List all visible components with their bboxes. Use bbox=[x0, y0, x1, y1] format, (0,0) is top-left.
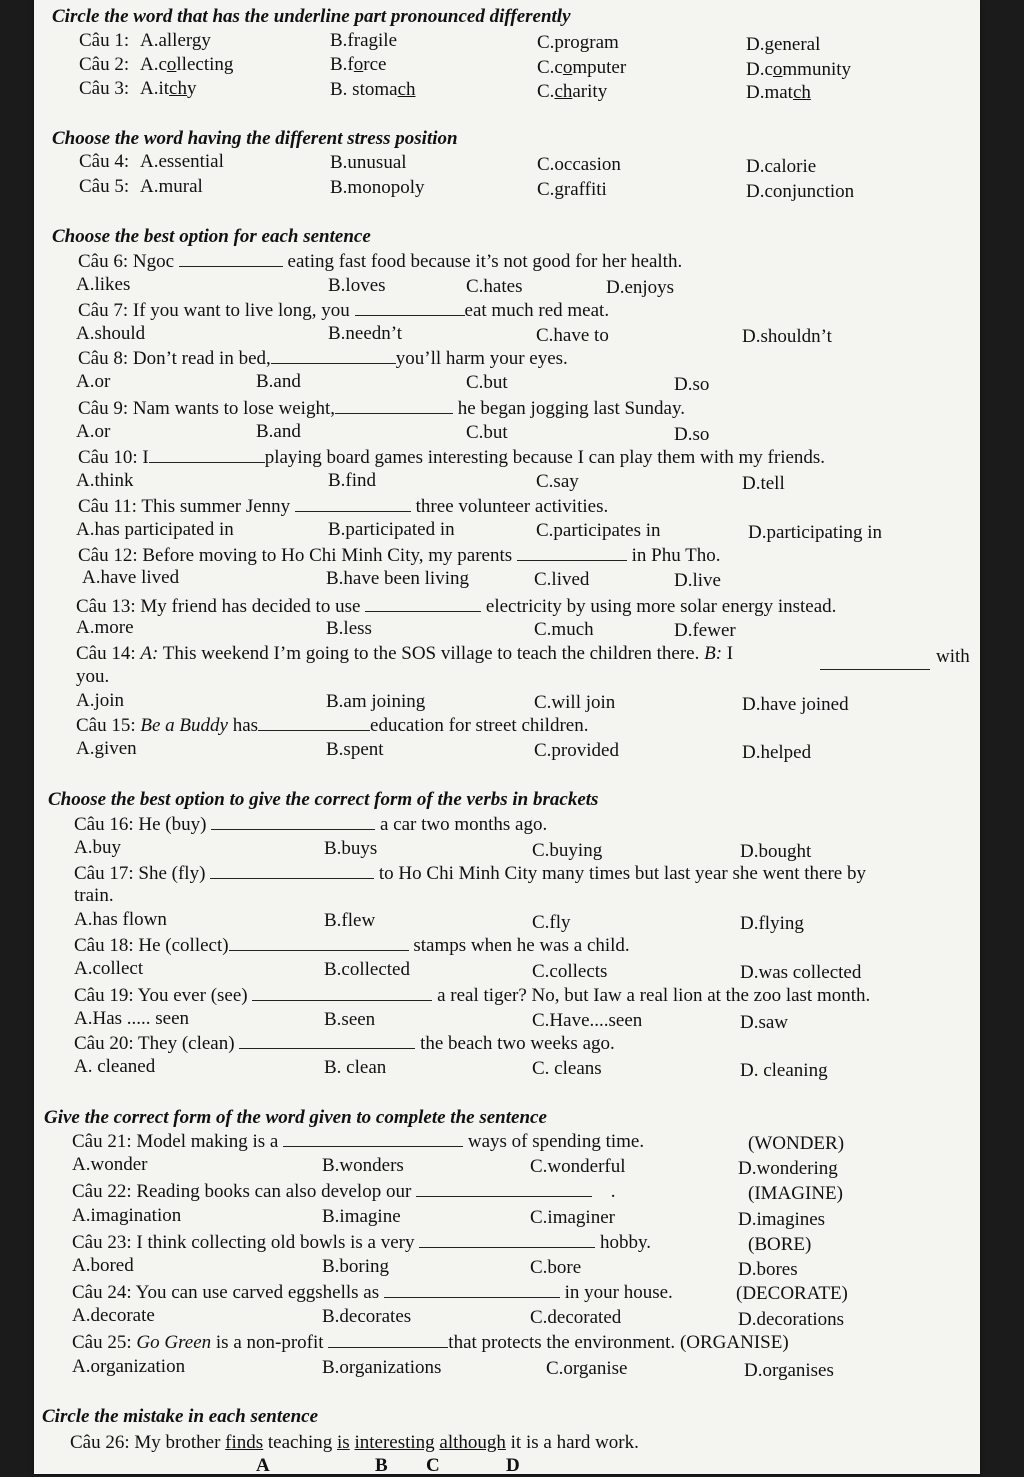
question-8: Câu 8: Don’t read in bed, you’ll harm your eyes. bbox=[78, 348, 568, 369]
q22-option-d[interactable]: D.imagines bbox=[738, 1209, 826, 1230]
q15-option-c[interactable]: C.provided bbox=[534, 740, 619, 761]
q16-option-d[interactable]: D.bought bbox=[740, 841, 812, 862]
q22-option-a[interactable]: A.imagination bbox=[72, 1205, 182, 1226]
q15-option-d[interactable]: D.helped bbox=[742, 742, 812, 763]
q14-answer-blank[interactable] bbox=[820, 653, 930, 670]
q9-option-d[interactable]: D.so bbox=[674, 424, 710, 445]
q26-letter-b: B bbox=[375, 1455, 388, 1476]
q7-option-c[interactable]: C.have to bbox=[536, 325, 609, 346]
q1-option-c[interactable]: C.program bbox=[537, 32, 619, 53]
q2-option-c[interactable]: C.computer bbox=[537, 57, 627, 78]
question-18: Câu 18: He (collect) stamps when he was a child. bbox=[74, 935, 630, 956]
q17-option-b[interactable]: B.flew bbox=[324, 910, 376, 931]
question-20: Câu 20: They (clean) the beach two weeks ago. bbox=[74, 1033, 615, 1054]
q23-option-d[interactable]: D.bores bbox=[738, 1259, 798, 1280]
q17-continuation: train. bbox=[74, 885, 114, 906]
section-heading-stress: Choose the word having the different stress position bbox=[52, 128, 458, 149]
q2-option-d[interactable]: D.community bbox=[746, 59, 852, 80]
section-heading-mistake: Circle the mistake in each sentence bbox=[42, 1406, 319, 1427]
question-26: Câu 26: My brother finds teaching is interesting although it is a hard work. bbox=[70, 1432, 639, 1453]
q23-option-b[interactable]: B.boring bbox=[322, 1256, 390, 1277]
q11-option-d[interactable]: D.participating in bbox=[748, 522, 883, 543]
question-13: Câu 13: My friend has decided to use electricity by using more solar energy instead. bbox=[76, 596, 837, 617]
question-5: Câu 5: bbox=[79, 176, 130, 197]
q11-option-c[interactable]: C.participates in bbox=[536, 520, 661, 541]
question-21: Câu 21: Model making is a ways of spending time. bbox=[72, 1131, 645, 1152]
q13-answer-blank[interactable] bbox=[365, 595, 481, 612]
q26-underlined-b[interactable]: is bbox=[337, 1432, 350, 1453]
q23-option-a[interactable]: A.bored bbox=[72, 1255, 134, 1276]
q9-option-c[interactable]: C.but bbox=[466, 422, 508, 443]
q14-option-b[interactable]: B.am joining bbox=[326, 691, 426, 712]
q1-option-d[interactable]: D.general bbox=[746, 34, 821, 55]
q3-option-c[interactable]: C.charity bbox=[537, 81, 608, 102]
question-23: Câu 23: I think collecting old bowls is a very hobby. bbox=[72, 1232, 652, 1253]
q7-answer-blank[interactable] bbox=[355, 299, 465, 316]
q4-option-a[interactable]: A.essential bbox=[140, 151, 224, 172]
q14-option-a[interactable]: A.join bbox=[76, 690, 125, 711]
question-6: Câu 6: Ngoc eating fast food because it’s not good for her health. bbox=[78, 251, 683, 272]
question-25: Câu 25: Go Green is a non-profit that protects the environment. (ORGANISE) bbox=[72, 1332, 789, 1353]
q25-option-c[interactable]: C.organise bbox=[546, 1358, 628, 1379]
q12-option-a[interactable]: A.have lived bbox=[82, 567, 180, 588]
q6-option-b[interactable]: B.loves bbox=[328, 275, 386, 296]
q24-option-c[interactable]: C.decorated bbox=[530, 1307, 622, 1328]
q13-option-b[interactable]: B.less bbox=[326, 618, 372, 639]
question-3: Câu 3: bbox=[79, 78, 130, 99]
q17-option-a[interactable]: A.has flown bbox=[74, 909, 167, 930]
q21-option-b[interactable]: B.wonders bbox=[322, 1155, 404, 1176]
question-2: Câu 2: bbox=[79, 54, 130, 75]
q16-answer-blank[interactable] bbox=[211, 813, 375, 830]
question-9: Câu 9: Nam wants to lose weight, he began jogging last Sunday. bbox=[78, 398, 686, 419]
q5-option-a[interactable]: A.mural bbox=[140, 176, 203, 197]
q24-option-b[interactable]: B.decorates bbox=[322, 1306, 412, 1327]
question-16: Câu 16: He (buy) a car two months ago. bbox=[74, 814, 548, 835]
q17-option-c[interactable]: C.fly bbox=[532, 912, 571, 933]
q3-option-b[interactable]: B. stomach bbox=[330, 79, 416, 100]
q8-option-a[interactable]: A.or bbox=[76, 371, 111, 392]
q8-option-d[interactable]: D.so bbox=[674, 374, 710, 395]
question-1: Câu 1: bbox=[79, 30, 130, 51]
q13-option-a[interactable]: A.more bbox=[76, 617, 134, 638]
q8-answer-blank[interactable] bbox=[271, 347, 396, 364]
question-10: Câu 10: I playing board games interesting because I can play them with my friends. bbox=[78, 447, 826, 468]
q26-underlined-a[interactable]: finds bbox=[225, 1432, 264, 1453]
question-19: Câu 19: You ever (see) a real tiger? No, but Iaw a real lion at the zoo last month. bbox=[74, 985, 871, 1006]
question-14: Câu 14: A: This weekend I’m going to the SOS village to teach the children there. B: I bbox=[76, 643, 734, 664]
q10-answer-blank[interactable] bbox=[149, 446, 265, 463]
q4-option-c[interactable]: C.occasion bbox=[537, 154, 621, 175]
q14-continuation: you. bbox=[76, 666, 110, 687]
q22-word-cue: (IMAGINE) bbox=[748, 1183, 843, 1204]
question-4: Câu 4: bbox=[79, 151, 130, 172]
q14-line-end: with bbox=[936, 646, 970, 667]
q10-option-d[interactable]: D.tell bbox=[742, 473, 785, 494]
q25-answer-blank[interactable] bbox=[328, 1331, 448, 1348]
question-7: Câu 7: If you want to live long, you eat much red meat. bbox=[78, 300, 610, 321]
q26-letter-c: C bbox=[426, 1455, 440, 1476]
q17-answer-blank[interactable] bbox=[210, 862, 374, 879]
q25-option-d[interactable]: D.organises bbox=[744, 1360, 834, 1381]
q23-option-c[interactable]: C.bore bbox=[530, 1257, 582, 1278]
q19-option-a[interactable]: A.Has ..... seen bbox=[74, 1008, 190, 1029]
q21-word-cue: (WONDER) bbox=[748, 1133, 845, 1154]
q2-option-a[interactable]: A.collecting bbox=[140, 54, 234, 75]
q13-option-d[interactable]: D.fewer bbox=[674, 620, 736, 641]
q6-option-d[interactable]: D.enjoys bbox=[606, 277, 675, 298]
q18-option-c[interactable]: C.collects bbox=[532, 961, 608, 982]
q5-option-c[interactable]: C.graffiti bbox=[537, 179, 607, 200]
worksheet-page bbox=[34, 0, 980, 1474]
q11-option-a[interactable]: A.has participated in bbox=[76, 519, 234, 540]
q23-word-cue: (BORE) bbox=[748, 1234, 812, 1255]
q9-option-b[interactable]: B.and bbox=[256, 421, 301, 442]
q20-option-a[interactable]: A. cleaned bbox=[74, 1056, 156, 1077]
question-22: Câu 22: Reading books can also develop our . bbox=[72, 1181, 616, 1202]
q23-answer-blank[interactable] bbox=[419, 1231, 595, 1248]
q7-option-d[interactable]: D.shouldn’t bbox=[742, 326, 832, 347]
q22-answer-blank[interactable] bbox=[416, 1180, 592, 1197]
q12-answer-blank[interactable] bbox=[517, 544, 627, 561]
section-heading-verb-forms: Choose the best option to give the correct form of the verbs in brackets bbox=[48, 789, 599, 810]
q18-option-b[interactable]: B.collected bbox=[324, 959, 410, 980]
q11-option-b[interactable]: B.participated in bbox=[328, 519, 455, 540]
q26-letter-a: A bbox=[256, 1455, 270, 1476]
q16-option-a[interactable]: A.buy bbox=[74, 837, 121, 858]
q15-answer-blank[interactable] bbox=[258, 714, 370, 731]
q20-option-d[interactable]: D. cleaning bbox=[740, 1060, 828, 1081]
question-12: Câu 12: Before moving to Ho Chi Minh City, my parents in Phu Tho. bbox=[78, 545, 721, 566]
q14-option-d[interactable]: D.have joined bbox=[742, 694, 849, 715]
q18-option-d[interactable]: D.was collected bbox=[740, 962, 862, 983]
q5-option-b[interactable]: B.monopoly bbox=[330, 177, 425, 198]
q3-option-a[interactable]: A.itchy bbox=[140, 78, 197, 99]
q13-option-c[interactable]: C.much bbox=[534, 619, 594, 640]
question-11: Câu 11: This summer Jenny three volunteer activities. bbox=[78, 496, 609, 517]
q10-option-a[interactable]: A.think bbox=[76, 470, 134, 491]
q19-option-b[interactable]: B.seen bbox=[324, 1009, 376, 1030]
q24-option-a[interactable]: A.decorate bbox=[72, 1305, 155, 1326]
question-24: Câu 24: You can use carved eggshells as in your house. bbox=[72, 1282, 673, 1303]
q21-option-a[interactable]: A.wonder bbox=[72, 1154, 148, 1175]
q25-option-b[interactable]: B.organizations bbox=[322, 1357, 442, 1378]
q9-answer-blank[interactable] bbox=[335, 397, 453, 414]
q7-option-b[interactable]: B.needn’t bbox=[328, 323, 403, 344]
q21-answer-blank[interactable] bbox=[283, 1130, 463, 1147]
q16-option-b[interactable]: B.buys bbox=[324, 838, 378, 859]
q4-option-d[interactable]: D.calorie bbox=[746, 156, 817, 177]
q6-option-c[interactable]: C.hates bbox=[466, 276, 523, 297]
q26-underlined-c[interactable]: interesting bbox=[354, 1432, 435, 1453]
q15-option-a[interactable]: A.given bbox=[76, 738, 137, 759]
q19-answer-blank[interactable] bbox=[252, 984, 432, 1001]
q10-option-b[interactable]: B.find bbox=[328, 470, 377, 491]
q20-answer-blank[interactable] bbox=[239, 1032, 415, 1049]
q11-answer-blank[interactable] bbox=[295, 495, 411, 512]
q12-option-d[interactable]: D.live bbox=[674, 570, 721, 591]
q12-option-c[interactable]: C.lived bbox=[534, 569, 590, 590]
section-heading-word-form: Give the correct form of the word given to complete the sentence bbox=[44, 1107, 547, 1128]
q26-letter-d: D bbox=[506, 1455, 520, 1476]
q6-answer-blank[interactable] bbox=[179, 250, 283, 267]
section-heading-best-option: Choose the best option for each sentence bbox=[52, 226, 371, 247]
q22-option-b[interactable]: B.imagine bbox=[322, 1206, 401, 1227]
q7-option-a[interactable]: A.should bbox=[76, 323, 146, 344]
q15-option-b[interactable]: B.spent bbox=[326, 739, 384, 760]
q1-option-a[interactable]: A.allergy bbox=[140, 30, 211, 51]
question-15: Câu 15: Be a Buddy has education for street children. bbox=[76, 715, 589, 736]
q2-option-b[interactable]: B.force bbox=[330, 54, 387, 75]
q26-underlined-d[interactable]: although bbox=[439, 1432, 506, 1453]
q1-option-b[interactable]: B.fragile bbox=[330, 30, 398, 51]
q24-answer-blank[interactable] bbox=[384, 1281, 560, 1298]
q14-option-c[interactable]: C.will join bbox=[534, 692, 616, 713]
q24-word-cue: (DECORATE) bbox=[736, 1283, 848, 1304]
q10-option-c[interactable]: C.say bbox=[536, 471, 579, 492]
q24-option-d[interactable]: D.decorations bbox=[738, 1309, 845, 1330]
q22-option-c[interactable]: C.imaginer bbox=[530, 1207, 615, 1228]
q21-option-d[interactable]: D.wondering bbox=[738, 1158, 838, 1179]
q12-option-b[interactable]: B.have been living bbox=[326, 568, 469, 589]
q8-option-b[interactable]: B.and bbox=[256, 371, 301, 392]
q19-option-c[interactable]: C.Have....seen bbox=[532, 1010, 643, 1031]
q3-option-d[interactable]: D.match bbox=[746, 82, 811, 103]
section-heading-pronunciation: Circle the word that has the underline part pronounced differently bbox=[52, 6, 571, 27]
q9-option-a[interactable]: A.or bbox=[76, 421, 111, 442]
q20-option-b[interactable]: B. clean bbox=[324, 1057, 387, 1078]
q19-option-d[interactable]: D.saw bbox=[740, 1012, 789, 1033]
q18-option-a[interactable]: A.collect bbox=[74, 958, 144, 979]
q6-option-a[interactable]: A.likes bbox=[76, 274, 131, 295]
q21-option-c[interactable]: C.wonderful bbox=[530, 1156, 626, 1177]
q8-option-c[interactable]: C.but bbox=[466, 372, 508, 393]
question-17: Câu 17: She (fly) to Ho Chi Minh City many times but last year she went there by bbox=[74, 863, 866, 884]
q4-option-b[interactable]: B.unusual bbox=[330, 152, 407, 173]
q5-option-d[interactable]: D.conjunction bbox=[746, 181, 855, 202]
q16-option-c[interactable]: C.buying bbox=[532, 840, 603, 861]
q20-option-c[interactable]: C. cleans bbox=[532, 1058, 602, 1079]
q25-option-a[interactable]: A.organization bbox=[72, 1356, 186, 1377]
q17-option-d[interactable]: D.flying bbox=[740, 913, 804, 934]
q18-answer-blank[interactable] bbox=[229, 934, 409, 951]
